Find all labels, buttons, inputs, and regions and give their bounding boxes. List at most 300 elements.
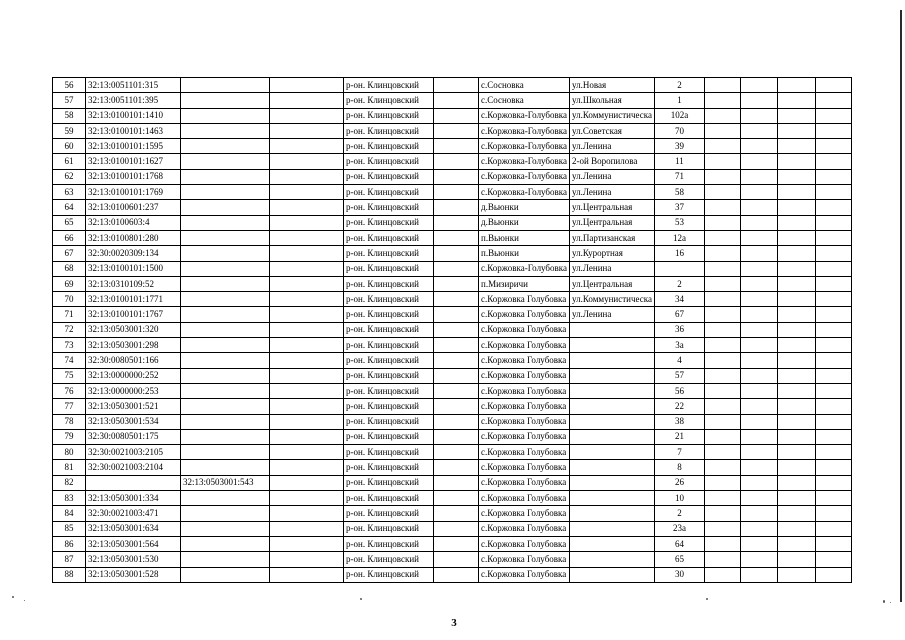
street-cell: ул.Центральная xyxy=(570,276,655,291)
blank-cell xyxy=(815,154,851,169)
row-number-cell: 80 xyxy=(53,445,86,460)
table-row xyxy=(53,123,852,138)
blank-cell xyxy=(270,185,344,200)
cadastral-number-cell: 32:13:0051101:395 xyxy=(86,93,181,108)
table-row xyxy=(53,108,852,123)
cadastral-number-cell: 32:13:0100101:1769 xyxy=(86,185,181,200)
cadastral-number-cell: 32:13:0100101:1500 xyxy=(86,261,181,276)
cadastral-number-alt-cell xyxy=(181,322,270,337)
locality-cell: с.Коржовка Голубовка xyxy=(479,521,570,536)
row-number-cell: 64 xyxy=(53,200,86,215)
house-number-cell: 30 xyxy=(654,567,704,582)
blank-cell xyxy=(777,445,815,460)
table-row xyxy=(53,491,852,506)
blank-cell xyxy=(815,552,851,567)
house-number-cell: 36 xyxy=(654,322,704,337)
house-number-cell: 53 xyxy=(654,215,704,230)
blank-cell xyxy=(704,322,740,337)
row-number-cell: 76 xyxy=(53,383,86,398)
table-row xyxy=(53,261,852,276)
blank-cell xyxy=(704,353,740,368)
blank-cell xyxy=(270,246,344,261)
blank-cell xyxy=(740,491,777,506)
table-row xyxy=(53,200,852,215)
blank-cell xyxy=(434,261,479,276)
street-cell xyxy=(570,414,655,429)
house-number-cell: 22 xyxy=(654,399,704,414)
district-cell: р-он. Клинцовский xyxy=(344,368,434,383)
locality-cell: с.Коржовка-Голубовка xyxy=(479,261,570,276)
blank-cell xyxy=(740,215,777,230)
table-row xyxy=(53,169,852,184)
street-cell: ул.Ленина xyxy=(570,307,655,322)
table-row xyxy=(53,353,852,368)
blank-cell xyxy=(704,154,740,169)
locality-cell: с.Коржовка Голубовка xyxy=(479,292,570,307)
cadastral-number-cell: 32:13:0100801:280 xyxy=(86,230,181,245)
table-row xyxy=(53,78,852,93)
cadastral-number-cell: 32:30:0021003:471 xyxy=(86,506,181,521)
blank-cell xyxy=(777,383,815,398)
house-number-cell: 7 xyxy=(654,445,704,460)
district-cell: р-он. Клинцовский xyxy=(344,185,434,200)
locality-cell: с.Коржовка Голубовка xyxy=(479,491,570,506)
blank-cell xyxy=(815,307,851,322)
street-cell xyxy=(570,567,655,582)
house-number-cell: 4 xyxy=(654,353,704,368)
blank-cell xyxy=(270,536,344,551)
blank-cell xyxy=(270,276,344,291)
district-cell: р-он. Клинцовский xyxy=(344,399,434,414)
blank-cell xyxy=(815,536,851,551)
district-cell: р-он. Клинцовский xyxy=(344,521,434,536)
district-cell: р-он. Клинцовский xyxy=(344,108,434,123)
blank-cell xyxy=(704,429,740,444)
blank-cell xyxy=(270,383,344,398)
cadastral-number-alt-cell xyxy=(181,399,270,414)
blank-cell xyxy=(815,246,851,261)
blank-cell xyxy=(777,475,815,490)
blank-cell xyxy=(777,460,815,475)
blank-cell xyxy=(434,108,479,123)
table-row xyxy=(53,246,852,261)
district-cell: р-он. Клинцовский xyxy=(344,475,434,490)
blank-cell xyxy=(434,215,479,230)
blank-cell xyxy=(704,246,740,261)
cadastral-number-cell: 32:30:0080501:175 xyxy=(86,429,181,444)
blank-cell xyxy=(270,307,344,322)
blank-cell xyxy=(434,521,479,536)
locality-cell: с.Коржовка Голубовка xyxy=(479,429,570,444)
scan-speck xyxy=(360,598,362,600)
cadastral-number-alt-cell xyxy=(181,383,270,398)
blank-cell xyxy=(434,169,479,184)
locality-cell: с.Коржовка Голубовка xyxy=(479,383,570,398)
blank-cell xyxy=(740,567,777,582)
house-number-cell: 1 xyxy=(654,93,704,108)
blank-cell xyxy=(434,338,479,353)
cadastral-number-cell: 32:13:0503001:534 xyxy=(86,414,181,429)
blank-cell xyxy=(777,552,815,567)
cadastral-number-alt-cell xyxy=(181,552,270,567)
locality-cell: с.Сосновка xyxy=(479,93,570,108)
blank-cell xyxy=(777,246,815,261)
district-cell: р-он. Клинцовский xyxy=(344,307,434,322)
blank-cell xyxy=(777,78,815,93)
table-row xyxy=(53,185,852,200)
district-cell: р-он. Клинцовский xyxy=(344,276,434,291)
cadastral-number-alt-cell xyxy=(181,108,270,123)
blank-cell xyxy=(434,200,479,215)
house-number-cell: 11 xyxy=(654,154,704,169)
locality-cell: с.Коржовка Голубовка xyxy=(479,536,570,551)
blank-cell xyxy=(740,307,777,322)
blank-cell xyxy=(704,276,740,291)
street-cell xyxy=(570,460,655,475)
cadastral-number-alt-cell xyxy=(181,200,270,215)
table-row xyxy=(53,215,852,230)
blank-cell xyxy=(434,399,479,414)
locality-cell: д.Вьюнки xyxy=(479,200,570,215)
blank-cell xyxy=(740,139,777,154)
cadastral-number-alt-cell xyxy=(181,460,270,475)
locality-cell: с.Коржовка-Голубовка xyxy=(479,108,570,123)
row-number-cell: 88 xyxy=(53,567,86,582)
blank-cell xyxy=(740,154,777,169)
row-number-cell: 63 xyxy=(53,185,86,200)
blank-cell xyxy=(815,230,851,245)
blank-cell xyxy=(740,322,777,337)
house-number-cell: 3а xyxy=(654,338,704,353)
table-row xyxy=(53,475,852,490)
house-number-cell: 64 xyxy=(654,536,704,551)
blank-cell xyxy=(815,215,851,230)
blank-cell xyxy=(270,445,344,460)
cadastral-number-alt-cell xyxy=(181,246,270,261)
cadastral-number-cell: 32:13:0503001:521 xyxy=(86,399,181,414)
cadastral-number-cell: 32:13:0000000:252 xyxy=(86,368,181,383)
cadastral-number-alt-cell: 32:13:0503001:543 xyxy=(181,475,270,490)
blank-cell xyxy=(434,429,479,444)
cadastral-number-alt-cell xyxy=(181,307,270,322)
blank-cell xyxy=(434,276,479,291)
row-number-cell: 85 xyxy=(53,521,86,536)
house-number-cell: 2 xyxy=(654,78,704,93)
blank-cell xyxy=(815,506,851,521)
house-number-cell: 12а xyxy=(654,230,704,245)
cadastral-number-alt-cell xyxy=(181,215,270,230)
district-cell: р-он. Клинцовский xyxy=(344,567,434,582)
blank-cell xyxy=(740,108,777,123)
row-number-cell: 59 xyxy=(53,123,86,138)
district-cell: р-он. Клинцовский xyxy=(344,292,434,307)
locality-cell: с.Коржовка Голубовка xyxy=(479,338,570,353)
cadastral-number-cell: 32:13:0100101:1410 xyxy=(86,108,181,123)
street-cell: ул.Ленина xyxy=(570,139,655,154)
district-cell: р-он. Клинцовский xyxy=(344,123,434,138)
cadastral-number-alt-cell xyxy=(181,414,270,429)
street-cell xyxy=(570,429,655,444)
row-number-cell: 71 xyxy=(53,307,86,322)
table-row xyxy=(53,567,852,582)
cadastral-number-alt-cell xyxy=(181,429,270,444)
blank-cell xyxy=(777,154,815,169)
blank-cell xyxy=(740,383,777,398)
cadastral-number-alt-cell xyxy=(181,230,270,245)
row-number-cell: 72 xyxy=(53,322,86,337)
street-cell xyxy=(570,338,655,353)
blank-cell xyxy=(270,261,344,276)
house-number-cell: 70 xyxy=(654,123,704,138)
blank-cell xyxy=(815,200,851,215)
cadastral-number-cell: 32:13:0100601:237 xyxy=(86,200,181,215)
house-number-cell: 23а xyxy=(654,521,704,536)
blank-cell xyxy=(270,368,344,383)
blank-cell xyxy=(270,552,344,567)
table-row xyxy=(53,552,852,567)
blank-cell xyxy=(777,399,815,414)
blank-cell xyxy=(434,139,479,154)
street-cell: ул.Центральная xyxy=(570,200,655,215)
blank-cell xyxy=(704,414,740,429)
blank-cell xyxy=(815,261,851,276)
blank-cell xyxy=(740,261,777,276)
cadastral-number-cell: 32:13:0503001:530 xyxy=(86,552,181,567)
row-number-cell: 70 xyxy=(53,292,86,307)
locality-cell: с.Коржовка Голубовка xyxy=(479,552,570,567)
blank-cell xyxy=(434,353,479,368)
blank-cell xyxy=(434,307,479,322)
house-number-cell: 37 xyxy=(654,200,704,215)
scan-speck xyxy=(883,600,885,603)
locality-cell: п.Мизиричи xyxy=(479,276,570,291)
cadastral-number-alt-cell xyxy=(181,506,270,521)
row-number-cell: 84 xyxy=(53,506,86,521)
blank-cell xyxy=(815,368,851,383)
district-cell: р-он. Клинцовский xyxy=(344,139,434,154)
blank-cell xyxy=(740,78,777,93)
page-number: 3 xyxy=(451,617,457,629)
blank-cell xyxy=(270,139,344,154)
cadastral-number-alt-cell xyxy=(181,93,270,108)
house-number-cell: 56 xyxy=(654,383,704,398)
blank-cell xyxy=(704,230,740,245)
house-number-cell: 21 xyxy=(654,429,704,444)
row-number-cell: 87 xyxy=(53,552,86,567)
house-number-cell: 38 xyxy=(654,414,704,429)
blank-cell xyxy=(270,78,344,93)
house-number-cell: 67 xyxy=(654,307,704,322)
row-number-cell: 86 xyxy=(53,536,86,551)
blank-cell xyxy=(815,353,851,368)
row-number-cell: 65 xyxy=(53,215,86,230)
house-number-cell xyxy=(654,261,704,276)
blank-cell xyxy=(740,506,777,521)
blank-cell xyxy=(740,368,777,383)
blank-cell xyxy=(777,292,815,307)
blank-cell xyxy=(777,567,815,582)
blank-cell xyxy=(434,368,479,383)
house-number-cell: 8 xyxy=(654,460,704,475)
blank-cell xyxy=(434,123,479,138)
cadastral-number-alt-cell xyxy=(181,276,270,291)
house-number-cell: 10 xyxy=(654,491,704,506)
cadastral-number-cell: 32:13:0503001:564 xyxy=(86,536,181,551)
table-row xyxy=(53,460,852,475)
blank-cell xyxy=(740,552,777,567)
blank-cell xyxy=(704,460,740,475)
blank-cell xyxy=(815,567,851,582)
district-cell: р-он. Клинцовский xyxy=(344,322,434,337)
row-number-cell: 75 xyxy=(53,368,86,383)
blank-cell xyxy=(740,200,777,215)
cadastral-number-alt-cell xyxy=(181,292,270,307)
district-cell: р-он. Клинцовский xyxy=(344,200,434,215)
blank-cell xyxy=(777,353,815,368)
blank-cell xyxy=(777,322,815,337)
district-cell: р-он. Клинцовский xyxy=(344,246,434,261)
locality-cell: с.Коржовка Голубовка xyxy=(479,307,570,322)
blank-cell xyxy=(740,230,777,245)
blank-cell xyxy=(434,230,479,245)
cadastral-number-cell: 32:13:0100101:1768 xyxy=(86,169,181,184)
house-number-cell: 71 xyxy=(654,169,704,184)
cadastral-number-cell: 32:13:0100101:1463 xyxy=(86,123,181,138)
street-cell xyxy=(570,383,655,398)
row-number-cell: 58 xyxy=(53,108,86,123)
locality-cell: с.Коржовка Голубовка xyxy=(479,567,570,582)
cadastral-number-cell: 32:13:0503001:528 xyxy=(86,567,181,582)
blank-cell xyxy=(704,185,740,200)
blank-cell xyxy=(740,445,777,460)
cadastral-number-cell: 32:13:0100101:1595 xyxy=(86,139,181,154)
blank-cell xyxy=(815,108,851,123)
blank-cell xyxy=(704,123,740,138)
cadastral-number-alt-cell xyxy=(181,185,270,200)
street-cell xyxy=(570,368,655,383)
blank-cell xyxy=(704,521,740,536)
blank-cell xyxy=(815,521,851,536)
blank-cell xyxy=(777,429,815,444)
table-body xyxy=(53,78,852,583)
street-cell xyxy=(570,475,655,490)
property-table xyxy=(52,77,852,583)
house-number-cell: 57 xyxy=(654,368,704,383)
locality-cell: с.Коржовка Голубовка xyxy=(479,399,570,414)
cadastral-number-cell xyxy=(86,475,181,490)
cadastral-number-alt-cell xyxy=(181,491,270,506)
cadastral-number-cell: 32:13:0100603:4 xyxy=(86,215,181,230)
blank-cell xyxy=(777,368,815,383)
locality-cell: с.Коржовка Голубовка xyxy=(479,322,570,337)
locality-cell: с.Коржовка Голубовка xyxy=(479,353,570,368)
blank-cell xyxy=(270,353,344,368)
table-row xyxy=(53,338,852,353)
district-cell: р-он. Клинцовский xyxy=(344,536,434,551)
house-number-cell: 2 xyxy=(654,276,704,291)
cadastral-number-alt-cell xyxy=(181,123,270,138)
blank-cell xyxy=(270,491,344,506)
cadastral-number-cell: 32:30:0021003:2105 xyxy=(86,445,181,460)
blank-cell xyxy=(740,460,777,475)
row-number-cell: 77 xyxy=(53,399,86,414)
street-cell xyxy=(570,322,655,337)
blank-cell xyxy=(704,139,740,154)
district-cell: р-он. Клинцовский xyxy=(344,215,434,230)
table-row xyxy=(53,506,852,521)
blank-cell xyxy=(777,108,815,123)
locality-cell: с.Коржовка-Голубовка xyxy=(479,123,570,138)
blank-cell xyxy=(777,261,815,276)
street-cell: ул.Партизанская xyxy=(570,230,655,245)
blank-cell xyxy=(434,93,479,108)
street-cell xyxy=(570,552,655,567)
street-cell: ул.Советская xyxy=(570,123,655,138)
cadastral-number-alt-cell xyxy=(181,78,270,93)
blank-cell xyxy=(704,506,740,521)
district-cell: р-он. Клинцовский xyxy=(344,230,434,245)
street-cell: ул.Школьная xyxy=(570,93,655,108)
locality-cell: с.Коржовка Голубовка xyxy=(479,475,570,490)
blank-cell xyxy=(270,414,344,429)
cadastral-number-alt-cell xyxy=(181,536,270,551)
cadastral-number-cell: 32:13:0310109:52 xyxy=(86,276,181,291)
district-cell: р-он. Клинцовский xyxy=(344,261,434,276)
house-number-cell: 26 xyxy=(654,475,704,490)
street-cell xyxy=(570,536,655,551)
locality-cell: с.Коржовка Голубовка xyxy=(479,460,570,475)
blank-cell xyxy=(740,246,777,261)
street-cell xyxy=(570,506,655,521)
district-cell: р-он. Клинцовский xyxy=(344,93,434,108)
blank-cell xyxy=(704,536,740,551)
scan-speck xyxy=(706,598,708,600)
blank-cell xyxy=(434,246,479,261)
blank-cell xyxy=(815,460,851,475)
blank-cell xyxy=(815,475,851,490)
table-row xyxy=(53,276,852,291)
row-number-cell: 79 xyxy=(53,429,86,444)
table-row xyxy=(53,521,852,536)
table-row xyxy=(53,414,852,429)
blank-cell xyxy=(740,276,777,291)
blank-cell xyxy=(740,169,777,184)
cadastral-number-alt-cell xyxy=(181,154,270,169)
district-cell: р-он. Клинцовский xyxy=(344,169,434,184)
blank-cell xyxy=(815,491,851,506)
street-cell: ул.Ленина xyxy=(570,185,655,200)
district-cell: р-он. Клинцовский xyxy=(344,154,434,169)
street-cell: ул.Новая xyxy=(570,78,655,93)
blank-cell xyxy=(815,185,851,200)
blank-cell xyxy=(777,185,815,200)
blank-cell xyxy=(740,292,777,307)
blank-cell xyxy=(270,429,344,444)
blank-cell xyxy=(434,536,479,551)
blank-cell xyxy=(704,552,740,567)
blank-cell xyxy=(815,445,851,460)
blank-cell xyxy=(434,292,479,307)
blank-cell xyxy=(434,552,479,567)
table-row xyxy=(53,445,852,460)
district-cell: р-он. Клинцовский xyxy=(344,491,434,506)
blank-cell xyxy=(777,93,815,108)
blank-cell xyxy=(777,521,815,536)
cadastral-number-alt-cell xyxy=(181,368,270,383)
locality-cell: с.Коржовка Голубовка xyxy=(479,368,570,383)
blank-cell xyxy=(777,338,815,353)
blank-cell xyxy=(270,460,344,475)
